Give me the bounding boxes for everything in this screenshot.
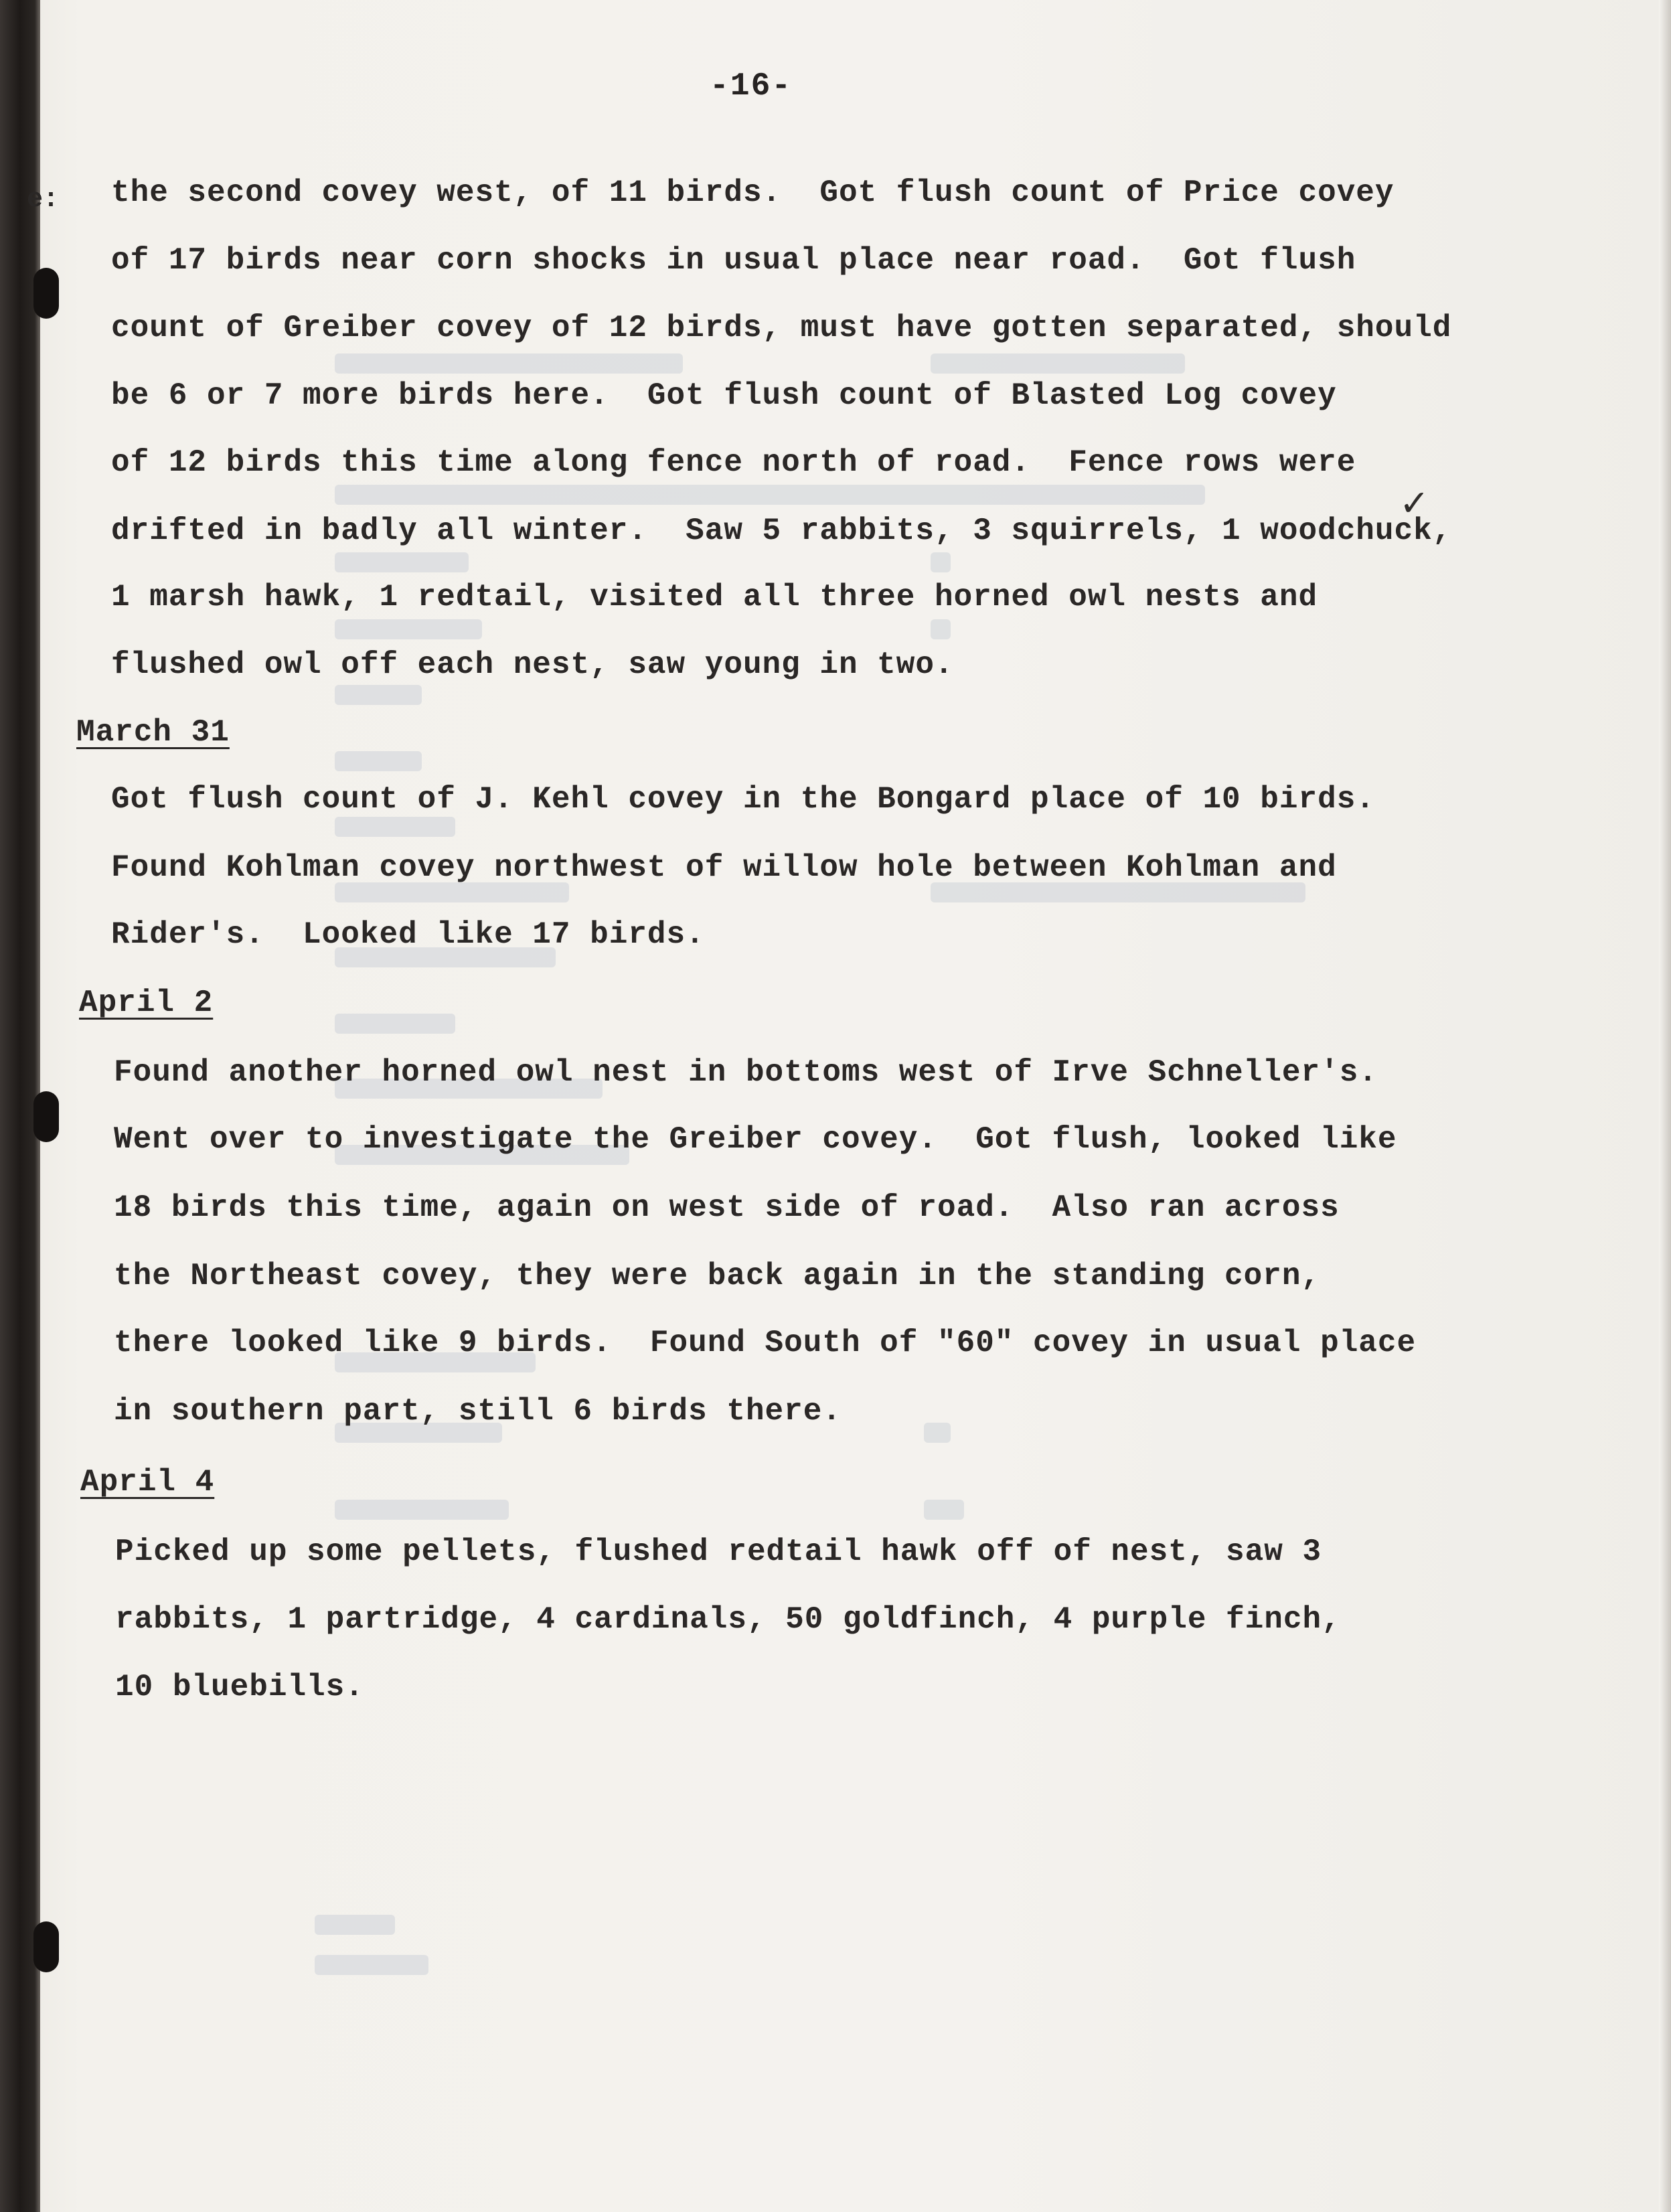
body-line: the Northeast covey, they were back again in the standing corn, xyxy=(114,1259,1321,1293)
body-line: Picked up some pellets, flushed redtail hawk off of nest, saw 3 xyxy=(115,1534,1322,1569)
entry-date: April 4 xyxy=(80,1465,215,1500)
body-line: in southern part, still 6 birds there. xyxy=(114,1394,842,1429)
body-line: the second covey west, of 11 birds. Got flush count of Price covey xyxy=(111,175,1395,210)
body-line: 10 bluebills. xyxy=(115,1670,364,1705)
body-line: Found another horned owl nest in bottoms west of Irve Schneller's. xyxy=(114,1055,1378,1090)
body-line: flushed owl off each nest, saw young in two. xyxy=(111,647,954,682)
entry-date: April 2 xyxy=(79,985,214,1020)
body-line: 18 birds this time, again on west side of road. Also ran across xyxy=(114,1190,1340,1225)
body-line: count of Greiber covey of 12 birds, must have gotten separated, should xyxy=(111,311,1452,345)
body-line: of 17 birds near corn shocks in usual place near road. Got flush xyxy=(111,243,1356,278)
body-line: be 6 or 7 more birds here. Got flush count of Blasted Log covey xyxy=(111,378,1337,413)
body-line: 1 marsh hawk, 1 redtail, visited all three horned owl nests and xyxy=(111,580,1318,615)
margin-fragment: e: xyxy=(27,185,60,215)
body-line: of 12 birds this time along fence north of road. Fence rows were xyxy=(111,445,1356,480)
body-line: Went over to investigate the Greiber covey. Got flush, looked like xyxy=(114,1122,1397,1157)
body-line: Found Kohlman covey northwest of willow hole between Kohlman and xyxy=(111,850,1337,885)
entry-date: March 31 xyxy=(76,715,230,750)
handwritten-checkmark: ✓ xyxy=(1399,482,1430,524)
body-line: rabbits, 1 partridge, 4 cardinals, 50 goldfinch, 4 purple finch, xyxy=(115,1602,1341,1637)
body-line: drifted in badly all winter. Saw 5 rabbits, 3 squirrels, 1 woodchuck, xyxy=(111,514,1452,548)
body-line: Rider's. Looked like 17 birds. xyxy=(111,917,705,952)
body-line: Got flush count of J. Kehl covey in the Bongard place of 10 birds. xyxy=(111,782,1375,817)
page-number: -16- xyxy=(710,68,793,104)
body-line: there looked like 9 birds. Found South of "60" covey in usual place xyxy=(114,1326,1417,1360)
